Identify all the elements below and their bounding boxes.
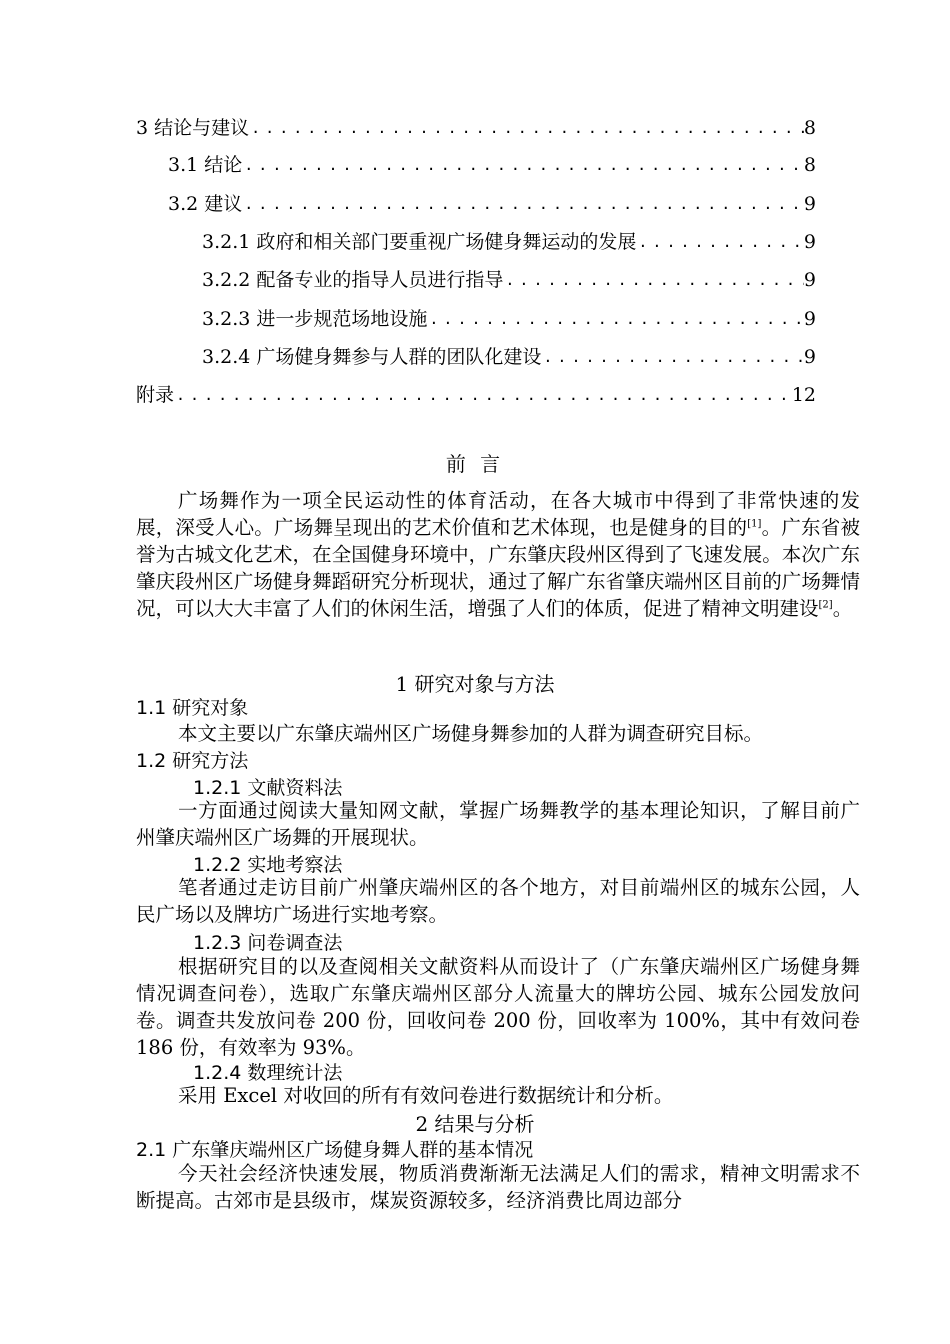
toc-page-number: 12 [791, 384, 816, 406]
preface-paragraph: 广场舞作为一项全民运动性的体育活动，在各大城市中得到了非常快速的发展，深受人心。广场舞呈现出的艺术价值和艺术体现，也是健身的目的[1]。广东省被誉为古城文化艺术，在全国健身环境中，广东肇庆段州区得到了飞速发展。本次广东肇庆段州区广场健身舞蹈研究分析现状，通过了解广东省肇庆端州区目前的广场舞情况，可以大大丰富了人们的休闲生活，增强了人们的体质，促进了精神文明建设[2]。 [136, 489, 860, 620]
section-2-1-text: 今天社会经济快速发展，物质消费渐渐无法满足人们的需求，精神文明需求不断提高。古郊市是县级市，煤炭资源较多，经济消费比周边部分 [136, 1162, 860, 1212]
toc-page-number: 9 [803, 346, 816, 368]
toc-leader-dots [249, 114, 804, 142]
toc-page-number: 9 [803, 193, 816, 215]
section-1-2-title: 1.2 研究方法 [136, 750, 249, 772]
citation-2[interactable]: [2] [818, 599, 833, 611]
section-1-2-3-text: 根据研究目的以及查阅相关文献资料从而设计了（广东肇庆端州区广场健身舞情况调查问卷），选取广东肇庆端州区部分人流量大的牌坊公园、城东公园发放问卷。调查共发放问卷 200 份，回收问卷 200 份，回收率为 100%，其中有效问卷 186 份，有效率为 93%。 [136, 955, 860, 1059]
toc-leader-dots [541, 343, 804, 371]
toc-entry[interactable] [136, 381, 816, 409]
toc-entry[interactable] [202, 228, 816, 256]
section-2-1-title: 2.1 广东肇庆端州区广场健身舞人群的基本情况 [136, 1139, 534, 1161]
section-1-1-title: 1.1 研究对象 [136, 697, 249, 719]
toc-entry[interactable] [202, 343, 816, 371]
toc-label: 3.2 建议 [168, 193, 243, 215]
toc-leader-dots [242, 151, 804, 179]
toc-leader-dots [427, 305, 804, 333]
section-1-2-3-title: 1.2.3 问卷调查法 [193, 932, 343, 954]
toc-entry[interactable] [202, 305, 816, 333]
toc-page-number: 8 [803, 117, 816, 139]
section-1-1-text: 本文主要以广东肇庆端州区广场健身舞参加的人群为调查研究目标。 [178, 722, 764, 745]
citation-1[interactable]: [1] [747, 518, 762, 530]
toc-entry[interactable] [202, 266, 816, 294]
section-1-title: 1 研究对象与方法 [395, 672, 555, 696]
toc-label: 3.2.1 政府和相关部门要重视广场健身舞运动的发展 [202, 231, 637, 253]
toc-label: 附录 [136, 384, 175, 406]
toc-leader-dots [242, 190, 804, 218]
section-2-title: 2 结果与分析 [415, 1112, 535, 1136]
toc-label: 3 结论与建议 [136, 117, 250, 139]
toc-page-number: 9 [803, 308, 816, 330]
toc-leader-dots [636, 228, 804, 256]
toc-leader-dots [503, 266, 804, 294]
toc-page-number: 9 [803, 231, 816, 253]
toc-entry[interactable] [168, 190, 816, 218]
toc-page-number: 9 [803, 269, 816, 291]
toc-label: 3.2.4 广场健身舞参与人群的团队化建设 [202, 346, 542, 368]
preface-title: 前 言 [445, 452, 505, 476]
section-1-2-4-title: 1.2.4 数理统计法 [193, 1062, 343, 1084]
section-1-2-1-text: 一方面通过阅读大量知网文献，掌握广场舞教学的基本理论知识，了解目前广州肇庆端州区广场舞的开展现状。 [136, 799, 860, 849]
section-1-2-4-text: 采用 Excel 对收回的所有有效问卷进行数据统计和分析。 [178, 1084, 674, 1107]
section-1-2-2-text: 笔者通过走访目前广州肇庆端州区的各个地方，对目前端州区的城东公园，人民广场以及牌坊广场进行实地考察。 [136, 876, 860, 926]
toc-entry[interactable] [136, 114, 816, 142]
section-1-2-1-title: 1.2.1 文献资料法 [193, 777, 343, 799]
section-1-2-2-title: 1.2.2 实地考察法 [193, 854, 343, 876]
toc-entry[interactable] [168, 151, 816, 179]
toc-label: 3.2.3 进一步规范场地设施 [202, 308, 428, 330]
toc-label: 3.2.2 配备专业的指导人员进行指导 [202, 269, 504, 291]
toc-label: 3.1 结论 [168, 154, 243, 176]
toc-page-number: 8 [803, 154, 816, 176]
toc-leader-dots [174, 381, 792, 409]
